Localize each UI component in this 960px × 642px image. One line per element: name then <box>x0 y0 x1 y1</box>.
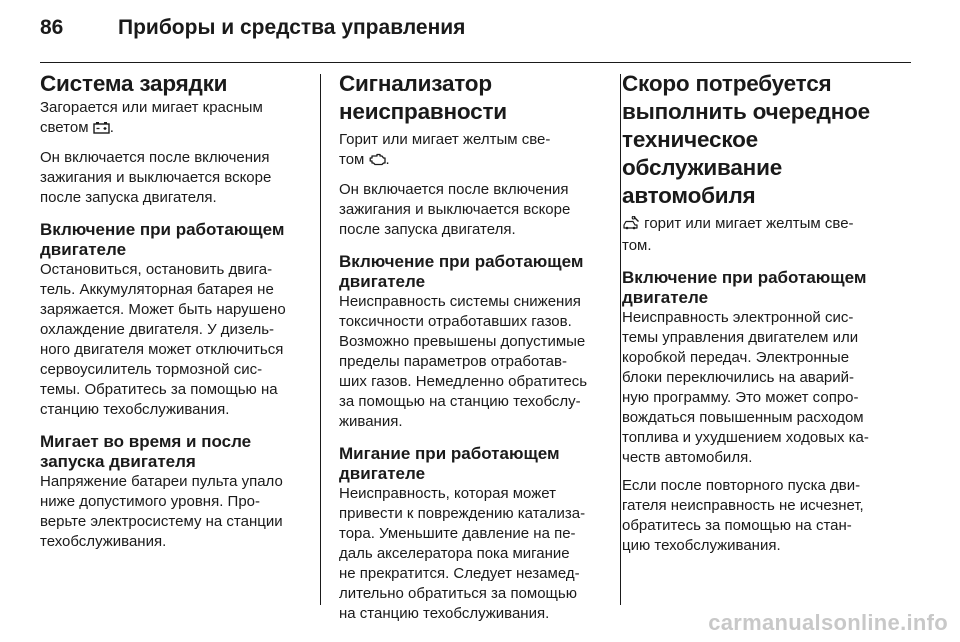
subheading-engine-running: Включение при работающем двигателе <box>40 220 285 259</box>
subheading-engine-running: Включение при работающем двигателе <box>339 252 584 291</box>
malfunction-intro: Горит или мигает желтым све- том . <box>339 130 604 172</box>
header-divider <box>40 62 911 63</box>
column-divider-2 <box>620 74 621 605</box>
service-intro: горит или мигает желтым све- том. <box>622 215 854 254</box>
service-engine-running-text: Неисправность электронной сис- темы управления двигателем или коробкой передач. Электронные блоки переключились на аварий- ную программу. Это может сопро- вождаться повышенным расходом топлива и ухудшением ходовых ка- честв автомобиля. <box>622 309 869 466</box>
section-title-service-soon: Скоро потребуется выполнить очередное техническое обслуживание автомобиля <box>622 71 870 208</box>
chapter-title: Приборы и средства управления <box>118 16 466 39</box>
battery-icon <box>93 120 110 140</box>
column-malfunction-indicator <box>339 70 604 624</box>
service-wrench-car-icon <box>622 216 640 236</box>
malfunction-flashing-text: Неисправность, которая может привести к повреждению катализа- тора. Уменьшите давление на пе- даль акселератора пока мигание не прекратится. Следует незамед- лительно обратиться за помощью на станцию техобслуживания. <box>339 485 586 622</box>
charging-engine-running-text: Остановиться, остановить двига- тель. Аккумуляторная батарея не заряжается. Может быть нарушено охлаждение двигателя. У дизель- ного двигателя может отключиться сервоусилитель тормозной сис- темы. Обратитесь за помощью на станцию техобслуживания. <box>40 261 286 418</box>
section-title-malfunction: Сигнализатор неисправности <box>339 71 507 124</box>
page-header <box>40 14 910 42</box>
subheading-engine-running: Включение при работающем двигателе <box>622 268 867 307</box>
service-restart-text: Если после повторного пуска дви- гателя неисправность не исчезнет, обратитесь за помощью на стан- цию техобслуживания. <box>622 477 864 554</box>
subheading-flashing-running: Мигание при работающем двигателе <box>339 444 560 483</box>
charging-intro: Загорается или мигает красным светом . <box>40 98 302 140</box>
check-engine-icon <box>369 152 386 172</box>
subheading-flashing: Мигает во время и после запуска двигателя <box>40 432 252 471</box>
charging-flashing-text: Напряжение батареи пульта упало ниже допустимого уровня. Про- верьте электросистему на станции техобслуживания. <box>40 473 283 550</box>
charging-p2: Он включается после включения зажигания и выключается вскоре после запуска двигателя. <box>40 149 272 206</box>
column-divider-1 <box>320 74 321 605</box>
column-charging-system <box>40 70 302 552</box>
column-service-soon <box>622 70 902 556</box>
page-number: 86 <box>40 16 64 39</box>
malfunction-engine-running-text: Неисправность системы снижения токсичности отработавших газов. Возможно превышены допустимые пределы параметров отработав- ших газов. Немедленно обратитесь за помощью на станцию техобслу- живания. <box>339 293 588 430</box>
section-title-charging-system: Система зарядки <box>40 71 228 96</box>
watermark-text: carmanualsonline.info <box>708 610 948 635</box>
malfunction-p2: Он включается после включения зажигания и выключается вскоре после запуска двигателя. <box>339 181 571 238</box>
